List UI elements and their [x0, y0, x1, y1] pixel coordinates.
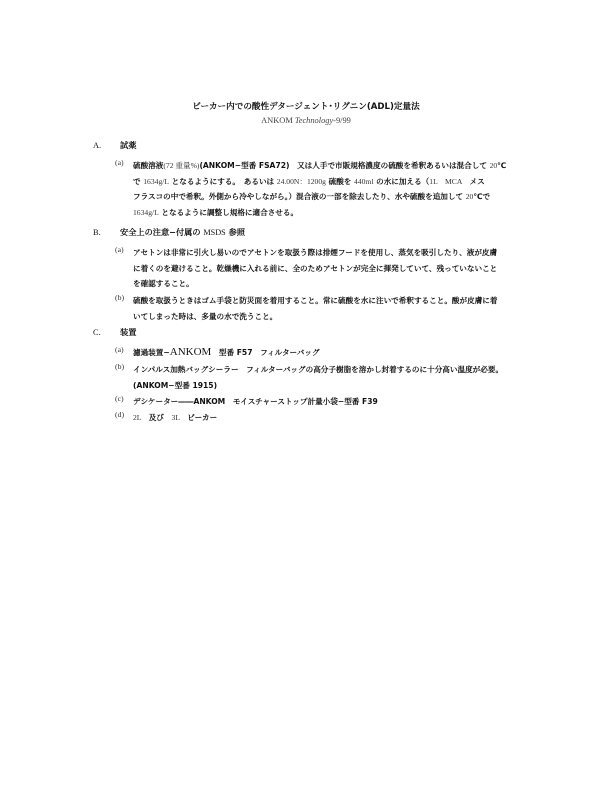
section-c-heading — [93, 327, 533, 338]
section-title: 試薬 — [120, 140, 137, 150]
text-line: で 1634g/L となるようにする。 あるいは 24.00N：1200g 硫酸を 440ml の水に加える（1L MCA メス — [133, 176, 485, 186]
section-b-heading — [93, 227, 533, 238]
section-c — [93, 327, 533, 422]
section-b — [93, 227, 533, 321]
section-title: 安全上の注意−付属の MSDS 参照 — [120, 227, 245, 237]
section-a-heading — [93, 140, 533, 151]
section-a — [93, 140, 533, 217]
item-text — [133, 410, 537, 426]
text-line: 硫酸を取扱うときはゴム手袋と防災面を着用すること。常に硫酸を水に注いで希釈すること。酸が皮膚に着 — [133, 296, 498, 305]
text-line: デシケーター――ANKOM モイスチャーストップ計量小袋−型番 F39 — [133, 397, 378, 406]
text-line: フラスコの中で希釈。外側から冷やしながら。）混合液の一部を除去したり、水や硫酸を追加して 20℃で — [133, 192, 491, 202]
text-line: 1634g/L となるように調整し規格に適合させる。 — [133, 207, 299, 217]
item-text — [133, 345, 537, 361]
item-text — [133, 245, 537, 292]
section-letter: B. — [93, 228, 101, 237]
subtitle-prefix: ANKOM — [261, 116, 295, 125]
text-line: を確認すること。 — [133, 279, 194, 289]
text-line: アセトンは非常に引火し易いのでアセトンを取扱う際は排煙フードを使用し、蒸気を吸引したり、液が皮膚 — [133, 248, 498, 257]
subtitle-italic: Technology — [294, 116, 334, 125]
item-label: (b) — [115, 293, 125, 302]
text-line: いてしまった時は、多量の水で洗うこと。 — [133, 311, 278, 321]
item-text — [133, 394, 537, 410]
item-label: (b) — [115, 362, 125, 371]
text-line: 濾過装置−ANKOM 型番 F57 フィルターバッグ — [133, 346, 320, 358]
item-label: (d) — [115, 410, 125, 419]
section-title: 装置 — [120, 327, 137, 337]
item-text — [133, 158, 537, 220]
text-line: インパルス加熱バッグシーラー フィルターバッグの高分子樹脂を溶かし封着するのに十分高い温度が必要。 — [133, 365, 504, 374]
text-line: に着くのを避けること。乾燥機に入れる前に、全のためアセトンが完全に揮発していて、残っていないこと — [133, 263, 498, 273]
item-label: (a) — [115, 158, 124, 167]
subtitle-suffix: -9/99 — [333, 116, 351, 125]
item-label: (a) — [115, 245, 124, 254]
text-line: 硫酸溶液(72 重量%)(ANKOM−型番 FSA72) 又は人手で市販規格濃度の硫酸を希釈あるいは混合して 20℃ — [133, 161, 507, 170]
item-text — [133, 293, 537, 324]
item-text — [133, 362, 537, 393]
text-line: (ANKOM−型番 1915) — [133, 380, 218, 390]
item-label: (a) — [115, 345, 124, 354]
document-subtitle — [0, 115, 612, 127]
section-letter: C. — [93, 328, 101, 337]
text-line: 2L 及び 3L ビーカー — [133, 413, 218, 422]
item-label: (c) — [115, 394, 124, 403]
section-letter: A. — [93, 141, 102, 150]
document-title: ビーカー内での酸性デタージェント･リグニン(ADL)定量法 — [192, 102, 420, 112]
